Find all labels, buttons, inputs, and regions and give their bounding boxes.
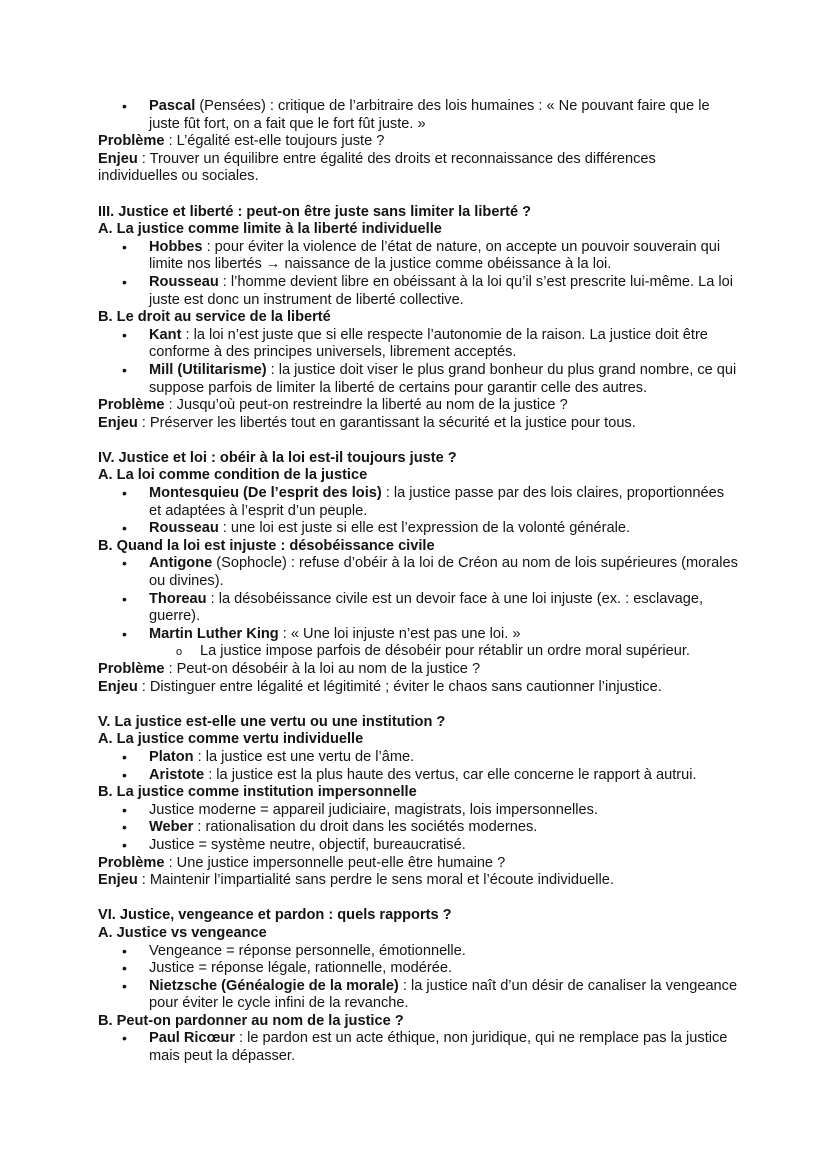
item-text: : le pardon est un acte éthique, non juridique, qui ne remplace pas la justice mais peut la dépasser.	[149, 1030, 728, 1065]
subsection-title: A. La justice comme limite à la liberté individuelle	[98, 221, 442, 238]
probleme-text: : Une justice impersonnelle peut-elle être humaine ?	[164, 854, 506, 871]
list-item	[98, 555, 738, 590]
bullet-list	[98, 239, 738, 309]
document-page	[98, 98, 738, 1066]
enjeu-label: Enjeu	[98, 872, 138, 889]
enjeu-text: : Maintenir l’impartialité sans perdre le sens moral et l’écoute individuelle.	[137, 872, 614, 889]
author-name: Kant	[149, 326, 182, 343]
item-text: : la justice passe par des lois claires, proportionnées et adaptées à l’esprit d’un peuple.	[149, 485, 725, 519]
item-text: : la justice naît d’un désir de canaliser la vengeance pour éviter le cycle infini de la revanche.	[149, 977, 738, 1012]
author-name: Weber	[149, 819, 194, 836]
section-title: IV. Justice et loi : obéir à la loi est-il toujours juste ?	[98, 449, 457, 466]
section-title: III. Justice et liberté : peut-on être juste sans limiter la liberté ?	[98, 203, 532, 220]
author-name: Antigone	[149, 555, 213, 572]
list-item	[98, 327, 738, 362]
item-text: : la désobéissance civile est un devoir face à une loi injuste (ex. : esclavage, guerre).	[149, 590, 704, 625]
item-text: Justice = système neutre, objectif, bureaucratisé.	[149, 836, 466, 853]
list-item	[98, 960, 738, 978]
probleme-label: Problème	[98, 133, 165, 150]
list-item	[98, 591, 738, 626]
bullet-list	[98, 485, 738, 538]
list-item	[98, 978, 738, 1013]
author-name: Hobbes	[149, 238, 203, 255]
item-text: Justice moderne = appareil judiciaire, magistrats, lois impersonnelles.	[149, 801, 598, 818]
subsection-title: A. La loi comme condition de la justice	[98, 467, 368, 484]
item-text: : la justice est la plus haute des vertus, car elle concerne le rapport à autrui.	[204, 766, 697, 783]
item-text: : la justice est une vertu de l’âme.	[193, 748, 415, 765]
subsection-title: B. Quand la loi est injuste : désobéissance civile	[98, 537, 435, 554]
item-text: : « Une loi injuste n’est pas une loi. »	[278, 625, 521, 642]
enjeu-label: Enjeu	[98, 678, 138, 695]
enjeu-line	[98, 151, 738, 186]
list-item	[98, 767, 738, 785]
item-text: : rationalisation du droit dans les sociétés modernes.	[193, 819, 538, 836]
probleme-line	[98, 133, 738, 151]
item-text: : pour éviter la violence de l’état de nature, on accepte un pouvoir souverain qui limite nos libertés → naissance de la justice comme obéissance à la loi.	[149, 238, 721, 273]
sub-list-item: o La justice impose parfois de désobéir pour rétablir un ordre moral supérieur.	[98, 643, 738, 661]
list-item	[98, 749, 738, 767]
author-name: Montesquieu (De l’esprit des lois)	[149, 485, 382, 502]
list-item	[98, 520, 738, 538]
item-text: : la justice doit viser le plus grand bonheur du plus grand nombre, ce qui suppose parfois de limiter la liberté de certains pour garantir celle des autres.	[149, 361, 737, 396]
probleme-line	[98, 397, 738, 415]
enjeu-text: : Trouver un équilibre entre égalité des droits et reconnaissance des différences individuelles ou sociales.	[98, 150, 656, 185]
subsection-title: B. La justice comme institution impersonnelle	[98, 784, 417, 801]
enjeu-text: : Préserver les libertés tout en garantissant la sécurité et la justice pour tous.	[137, 414, 636, 431]
subsection-title: A. La justice comme vertu individuelle	[98, 731, 364, 748]
bullet-list	[98, 943, 738, 1013]
item-text: Vengeance = réponse personnelle, émotionnelle.	[149, 942, 466, 959]
author-name: Platon	[149, 748, 194, 765]
bullet-list	[98, 749, 738, 784]
author-name: Aristote	[149, 766, 205, 783]
list-item	[98, 362, 738, 397]
list-item	[98, 1030, 738, 1065]
enjeu-text: : Distinguer entre légalité et légitimité ; éviter le chaos sans cautionner l’injustice.	[137, 678, 662, 695]
probleme-line	[98, 661, 738, 679]
spacer	[98, 696, 738, 714]
list-item	[98, 626, 738, 644]
author-name: Mill (Utilitarisme)	[149, 361, 267, 378]
item-text: (Sophocle) : refuse d’obéir à la loi de Créon au nom de lois supérieures (morales ou divines).	[149, 555, 738, 590]
enjeu-line	[98, 415, 738, 433]
item-text: : une loi est juste si elle est l’expression de la volonté générale.	[218, 520, 631, 537]
list-item	[98, 837, 738, 855]
author-name: Paul Ricœur	[149, 1030, 235, 1047]
spacer	[98, 890, 738, 908]
author-name: Rousseau	[149, 520, 219, 537]
author-name: Martin Luther King	[149, 625, 279, 642]
author-name: Nietzsche (Généalogie de la morale)	[149, 977, 399, 994]
list-item	[98, 819, 738, 837]
enjeu-label: Enjeu	[98, 150, 138, 167]
enjeu-line	[98, 679, 738, 697]
enjeu-label: Enjeu	[98, 414, 138, 431]
probleme-text: : Peut-on désobéir à la loi au nom de la justice ?	[164, 661, 481, 677]
subsection-title: B. Le droit au service de la liberté	[98, 309, 331, 326]
bullet-list	[98, 1030, 738, 1065]
item-text: : la loi n’est juste que si elle respecte l’autonomie de la raison. La justice doit être conforme à des principes universels, librement acceptés.	[149, 326, 708, 361]
probleme-label: Problème	[98, 397, 165, 414]
subsection-title: B. Peut-on pardonner au nom de la justice ?	[98, 1012, 404, 1029]
bullet-list	[98, 802, 738, 855]
author-name: Pascal	[149, 98, 196, 114]
list-item	[98, 485, 738, 520]
enjeu-line	[98, 872, 738, 890]
list-item	[98, 239, 738, 274]
probleme-label: Problème	[98, 661, 165, 677]
bullet-list	[98, 555, 738, 661]
probleme-text: : L’égalité est-elle toujours juste ?	[164, 133, 385, 150]
list-item	[98, 802, 738, 820]
item-text: Justice = réponse légale, rationnelle, modérée.	[149, 960, 453, 977]
section-title: VI. Justice, vengeance et pardon : quels rapports ?	[98, 907, 452, 924]
author-name: Thoreau	[149, 590, 207, 607]
author-name: Rousseau	[149, 273, 219, 290]
list-item	[98, 98, 738, 133]
list-item	[98, 943, 738, 961]
spacer	[98, 186, 738, 204]
section-title: V. La justice est-elle une vertu ou une institution ?	[98, 713, 446, 730]
spacer	[98, 432, 738, 450]
list-item	[98, 274, 738, 309]
item-text: (Pensées) : critique de l’arbitraire des lois humaines : « Ne pouvant faire que le juste fût fort, on a fait que le fort fût juste. »	[149, 98, 710, 132]
bullet-list	[98, 327, 738, 397]
intro-list	[98, 98, 738, 133]
item-text: : l’homme devient libre en obéissant à la loi qu’il s’est prescrite lui-même. La loi juste est donc un instrument de liberté collective.	[149, 273, 734, 308]
probleme-text: : Jusqu’où peut-on restreindre la liberté au nom de la justice ?	[164, 397, 568, 414]
probleme-label: Problème	[98, 854, 165, 871]
subsection-title: A. Justice vs vengeance	[98, 924, 267, 941]
probleme-line	[98, 855, 738, 873]
